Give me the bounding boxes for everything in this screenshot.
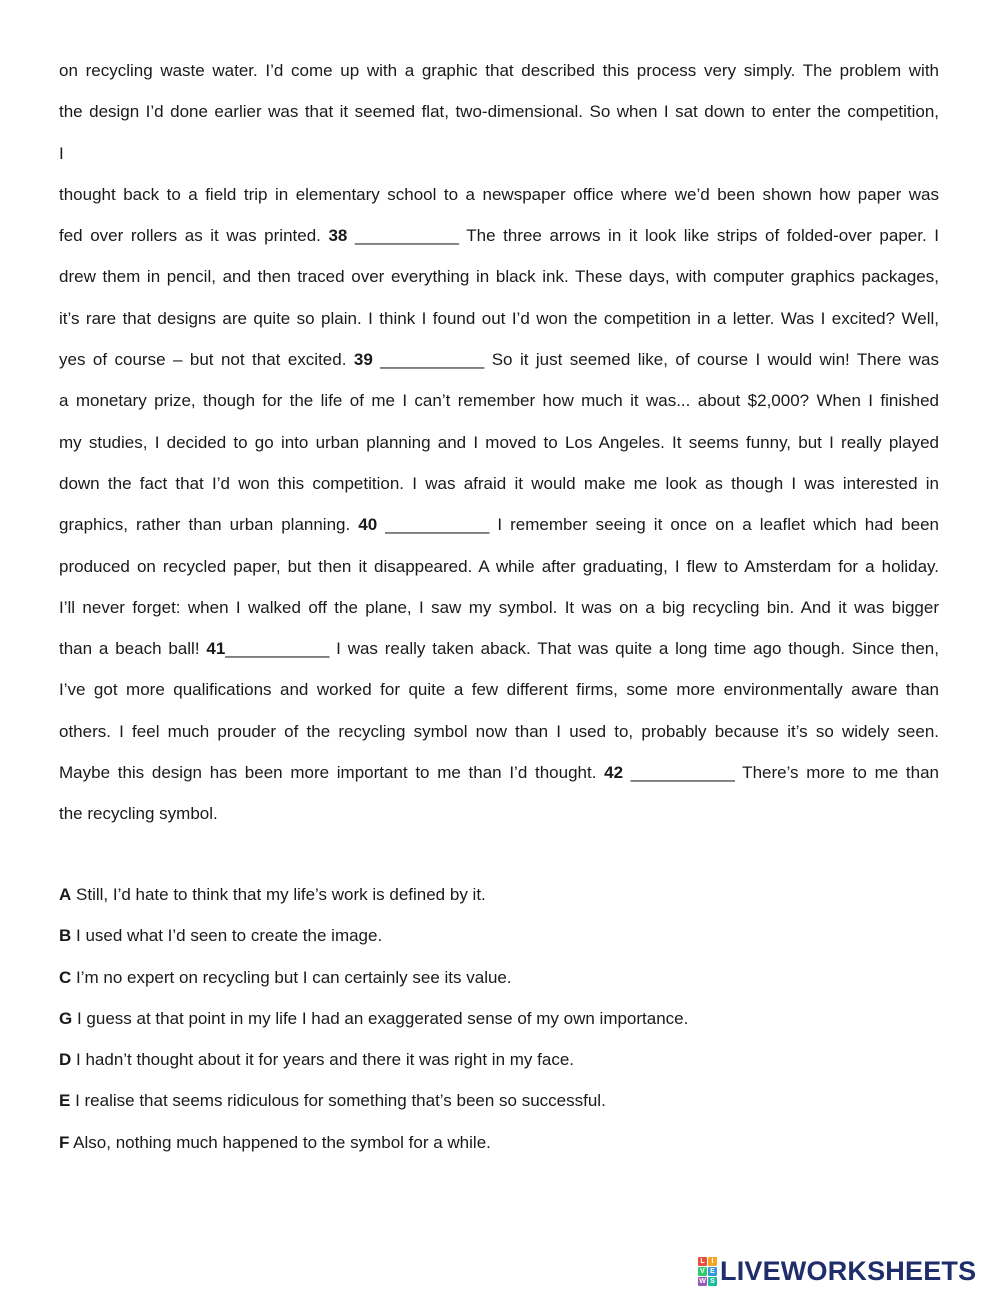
option-text: I’m no expert on recycling but I can certainly see its value.: [71, 967, 512, 987]
logo-mark-tile: V: [698, 1267, 707, 1276]
option-letter: G: [59, 1008, 73, 1028]
passage-line: [59, 422, 939, 463]
passage-text: I’ll never forget: when I walked off the plane, I saw my symbol. It was on a big recycling bin. And it was bigger: [59, 597, 939, 617]
passage-line: [59, 298, 939, 339]
logo-mark-tile: L: [698, 1257, 707, 1266]
option-text: I hadn’t thought about it for years and there it was right in my face.: [71, 1050, 575, 1070]
option-letter: B: [59, 926, 72, 946]
option-f: [59, 1122, 939, 1163]
option-text: I used what I’d seen to create the image.: [71, 926, 383, 946]
passage-text: ___________ I remember seeing it once on a leaflet which had been: [377, 515, 939, 535]
passage-text: ___________ The three arrows in it look like strips of folded-over paper. I: [347, 226, 939, 246]
question-number: 40: [358, 515, 378, 535]
option-letter: F: [59, 1132, 70, 1152]
passage-text: ___________ There’s more to me than: [623, 763, 939, 783]
option-text: Also, nothing much happened to the symbol for a while.: [69, 1132, 491, 1152]
passage-text: produced on recycled paper, but then it disappeared. A while after graduating, I flew to Amsterdam for a holiday.: [59, 556, 939, 576]
passage-line: [59, 628, 939, 669]
passage-text: others. I feel much prouder of the recycling symbol now than I used to, probably because it’s so widely seen.: [59, 721, 939, 741]
passage-text: a monetary prize, though for the life of me I can’t remember how much it was... about $2,000? When I finished: [59, 391, 939, 411]
answer-options: [59, 874, 939, 1163]
passage-line: [59, 215, 939, 256]
passage-line: [59, 546, 939, 587]
logo-text: LIVEWORKSHEETS: [720, 1255, 977, 1286]
option-c: [59, 957, 939, 998]
question-number: 39: [353, 350, 373, 370]
passage-text: yes of course – but not that excited.: [59, 350, 354, 370]
passage-line: [59, 339, 939, 380]
passage-text: the design I’d done earlier was that it seemed flat, two-dimensional. So when I sat down to enter the competition,: [59, 102, 939, 122]
passage-text: than a beach ball!: [59, 639, 207, 659]
question-number: 41: [206, 639, 226, 659]
passage-text: Maybe this design has been more important to me than I’d thought.: [59, 763, 605, 783]
option-text: I guess at that point in my life I had an exaggerated sense of my own importance.: [72, 1008, 689, 1028]
logo-mark-tile: W: [699, 1277, 706, 1285]
option-d: [59, 1039, 939, 1080]
option-a: [59, 874, 939, 915]
passage-line: [59, 50, 939, 91]
passage-line: [59, 256, 939, 297]
passage-text: down the fact that I’d won this competition. I was afraid it would make me look as though I was interested in: [59, 473, 939, 493]
logo-mark-tile: I: [708, 1257, 717, 1266]
passage-text: on recycling waste water. I’d come up with a graphic that described this process very simply. The problem with: [59, 61, 939, 80]
option-letter: A: [59, 885, 72, 904]
logo-mark-tile: S: [708, 1277, 717, 1286]
passage-line: [59, 91, 939, 132]
liveworksheets-logo-icon: [698, 1257, 717, 1286]
passage-line: [59, 793, 939, 834]
passage-text: thought back to a field trip in elementary school to a newspaper office where we’d been shown how paper was: [59, 184, 939, 204]
passage-line: [59, 174, 939, 215]
liveworksheets-logo: [698, 1257, 976, 1285]
passage-line: [59, 380, 939, 421]
option-letter: D: [59, 1050, 72, 1070]
option-text: Still, I’d hate to think that my life’s work is defined by it.: [71, 885, 486, 904]
passage-line: [59, 587, 939, 628]
passage-line: [59, 711, 939, 752]
option-g: [59, 998, 939, 1039]
option-e: [59, 1080, 939, 1121]
reading-passage: [59, 50, 939, 835]
passage-text: ___________ So it just seemed like, of course I would win! There was: [372, 350, 939, 370]
passage-text: fed over rollers as it was printed.: [59, 226, 329, 246]
passage-text: ___________ I was really taken aback. That was quite a long time ago though. Since then,: [225, 639, 939, 659]
logo-mark-tile: E: [708, 1267, 717, 1276]
passage-line: [59, 463, 939, 504]
passage-line: [59, 752, 939, 793]
option-b: [59, 915, 939, 956]
question-number: 42: [604, 763, 624, 783]
passage-text: it’s rare that designs are quite so plain. I think I found out I’d won the competition in a letter. Was I excited? Well,: [59, 308, 939, 328]
passage-line: [59, 669, 939, 710]
passage-text: my studies, I decided to go into urban planning and I moved to Los Angeles. It seems funny, but I really played: [59, 432, 939, 452]
option-text: I realise that seems ridiculous for something that’s been so successful.: [70, 1091, 606, 1111]
passage-text: drew them in pencil, and then traced over everything in black ink. These days, with computer graphics packages,: [59, 267, 939, 287]
passage-line: [59, 504, 939, 545]
option-letter: E: [59, 1091, 71, 1111]
passage-text: I’ve got more qualifications and worked for quite a few different firms, some more environmentally aware than: [59, 680, 939, 700]
question-number: 38: [328, 226, 348, 246]
passage-line: [59, 133, 939, 174]
option-letter: C: [59, 967, 72, 987]
passage-text: graphics, rather than urban planning.: [59, 515, 359, 535]
passage-text: the recycling symbol.: [59, 804, 218, 824]
passage-text: I: [59, 143, 64, 163]
